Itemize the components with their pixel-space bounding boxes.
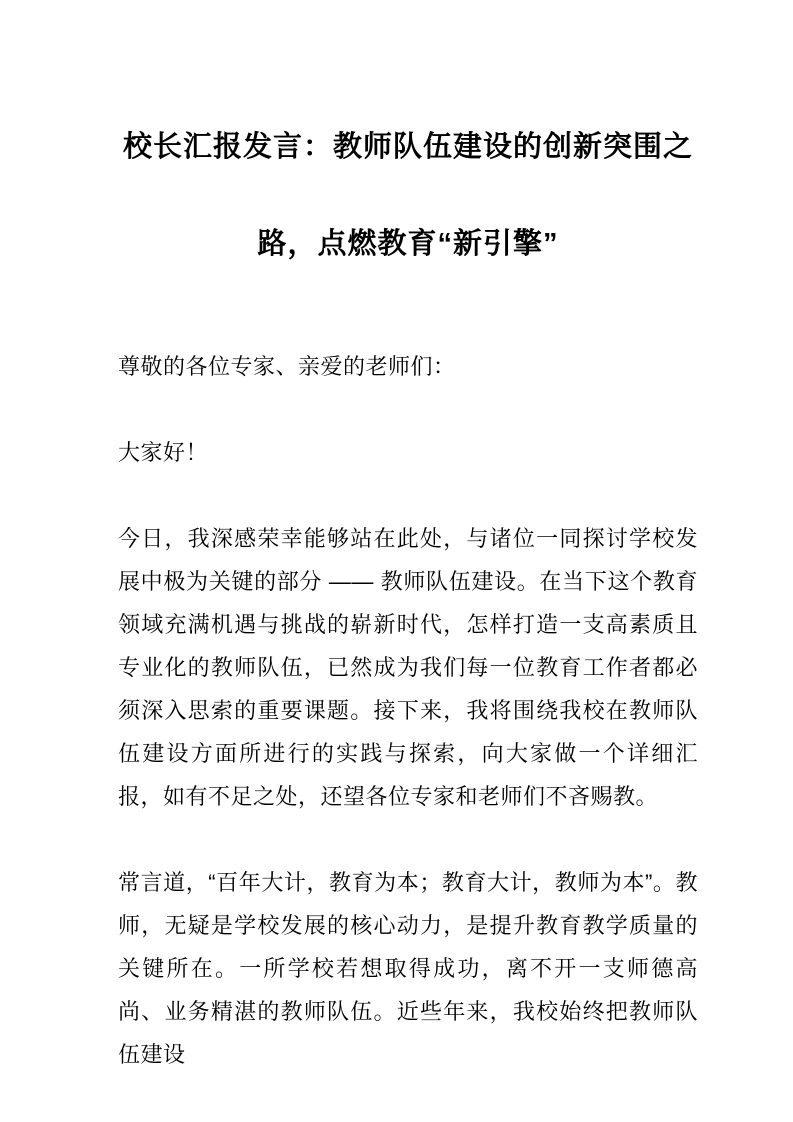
document-title-line-2: 路，点燃教育“新引擎” (257, 228, 559, 260)
document-title (118, 99, 698, 293)
body-paragraph-2: 常言道，“百年大计，教育为本；教育大计，教师为本”。教师，无疑是学校发展的核心动力，是提升教育教学质量的关键所在。一所学校若想取得成功，离不开一支师德高尚、业务精湛的教师队伍。近些年来，我校始终把教师队伍建设 (118, 870, 698, 1067)
greeting-paragraph: 大家好！ (118, 440, 209, 465)
salutation-paragraph: 尊敬的各位专家、亲爱的老师们： (118, 354, 456, 379)
document-title-line-1: 校长汇报发言：教师队伍建设的创新突围之 (122, 131, 693, 163)
body-paragraph-1: 今日，我深感荣幸能够站在此处，与诸位一同探讨学校发展中极为关键的部分 —— 教师队伍建设。在当下这个教育领域充满机遇与挑战的崭新时代，怎样打造一支高素质且专业化的教师队伍，已然成为我们每一位教育工作者都必须深入思索的重要课题。接下来，我将围绕我校在教师队伍建设方面所进行的实践与探索，向大家做一个详细汇报，如有不足之处，还望各位专家和老师们不吝赐教。 (118, 526, 698, 809)
